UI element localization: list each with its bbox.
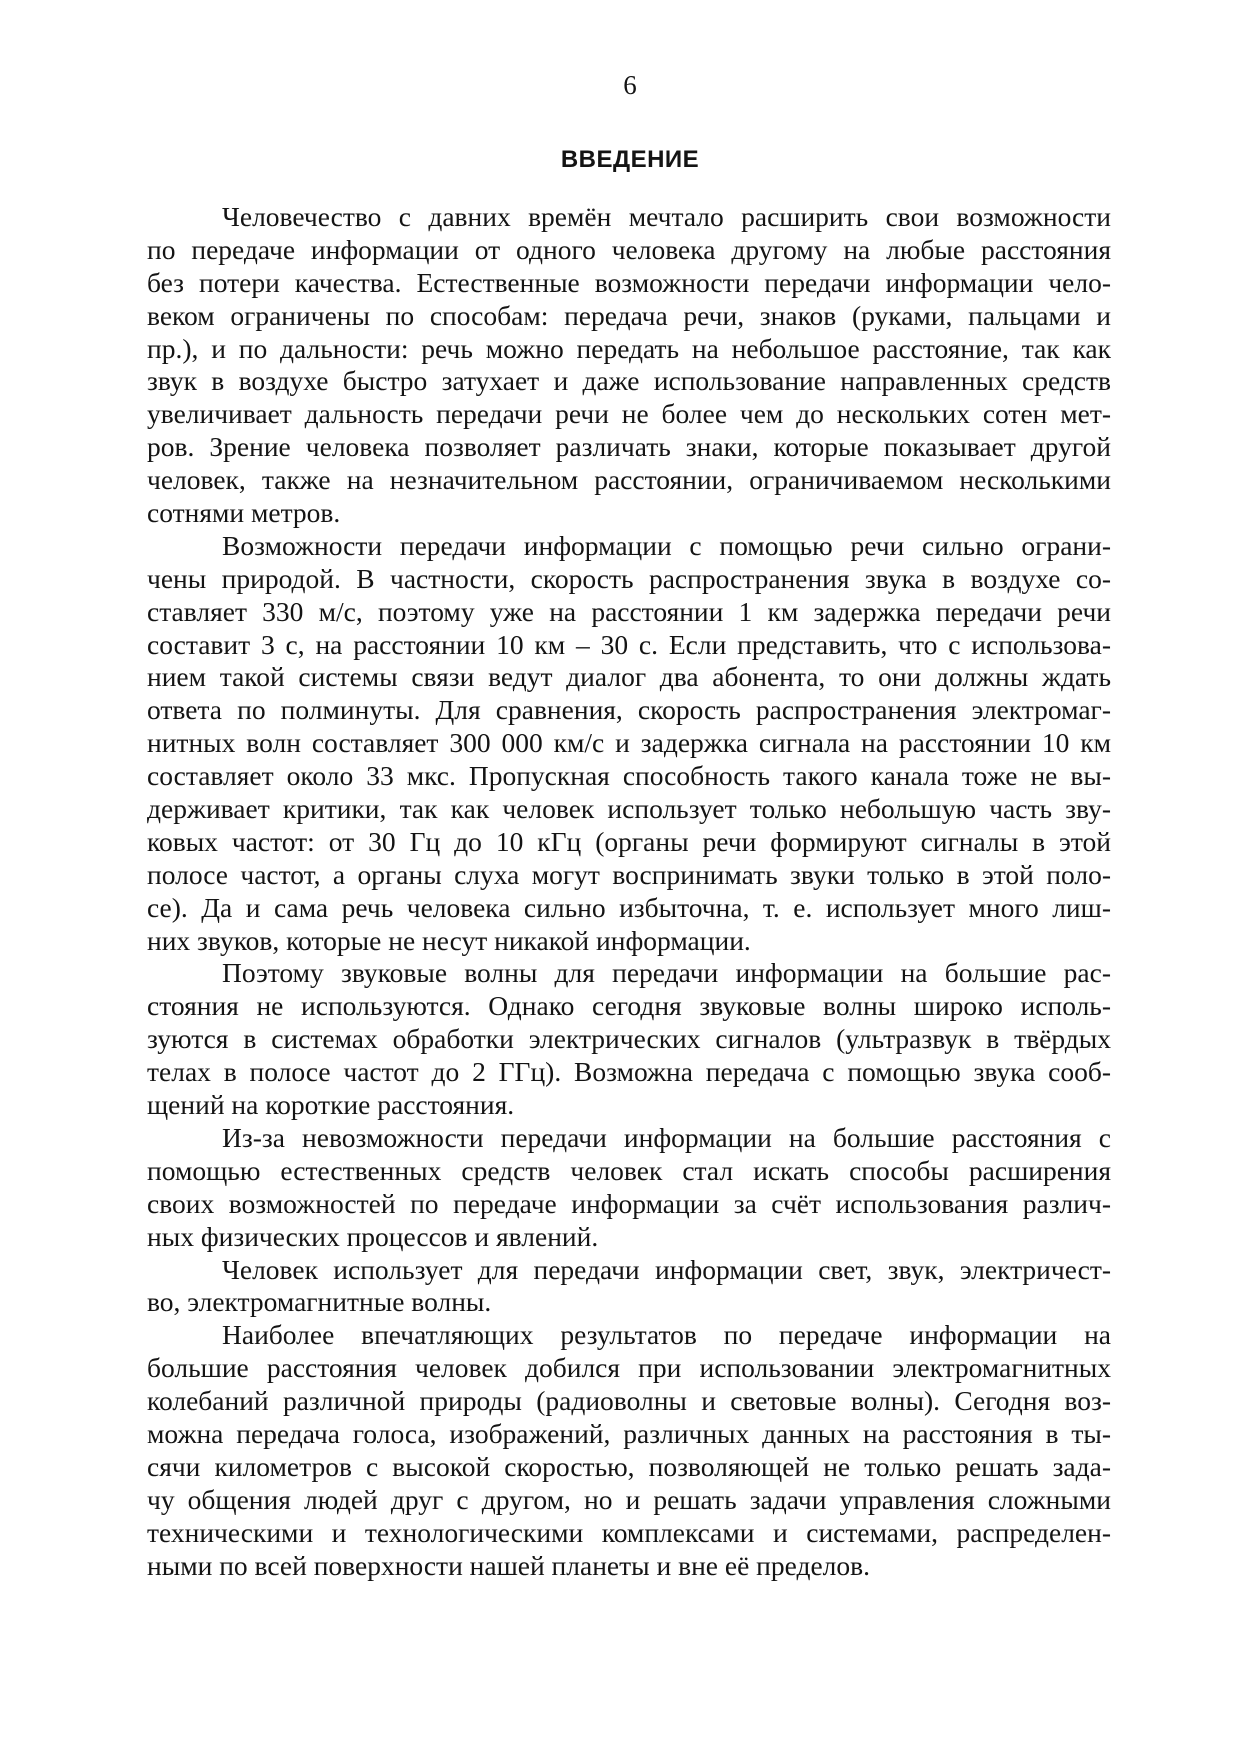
text-line: чены природой. В частности, скорость распространения звука в воздухе со-	[147, 562, 1111, 594]
text-line: Возможности передачи информации с помощью речи сильно ограни-	[222, 529, 1111, 561]
text-line: держивает критики, так как человек использует только небольшую часть зву-	[147, 793, 1111, 825]
text-line: составит 3 с, на расстоянии 10 км – 30 с. Если представить, что с использова-	[147, 628, 1111, 660]
text-line: ответа по полминуты. Для сравнения, скорость распространения электромаг-	[147, 694, 1111, 726]
text-line: можна передача голоса, изображений, различных данных на расстояния в ты-	[147, 1417, 1111, 1449]
text-line: ров. Зрение человека позволяет различать знаки, которые показывает другой	[147, 431, 1111, 463]
paragraph	[147, 1319, 1111, 1582]
text-line: телах в полосе частот до 2 ГГц). Возможна передача с помощью звука сооб-	[147, 1056, 1111, 1088]
text-line: Наиболее впечатляющих результатов по передаче информации на	[222, 1319, 1111, 1351]
paragraph	[147, 201, 1111, 530]
text-line: колебаний различной природы (радиоволны и световые волны). Сегодня воз-	[147, 1385, 1111, 1417]
text-line: помощью естественных средств человек стал искать способы расширения	[147, 1154, 1111, 1186]
text-line: веком ограничены по способам: передача речи, знаков (руками, пальцами и	[147, 299, 1111, 331]
text-line: ными по всей поверхности нашей планеты и вне её пределов.	[147, 1549, 870, 1581]
paragraph	[147, 530, 1111, 958]
text-line: своих возможностей по передаче информации за счёт использования различ-	[147, 1187, 1111, 1219]
text-line: во, электромагнитные волны.	[147, 1286, 492, 1318]
text-line: стояния не используются. Однако сегодня звуковые волны широко исполь-	[147, 990, 1111, 1022]
text-line: сячи километров с высокой скоростью, позволяющей не только решать зада-	[147, 1450, 1111, 1482]
paragraph	[147, 1122, 1111, 1254]
text-line: без потери качества. Естественные возможности передачи информации чело-	[147, 266, 1111, 298]
paragraph	[147, 1254, 1111, 1320]
text-line: зуются в системах обработки электрических сигналов (ультразвук в твёрдых	[147, 1023, 1111, 1055]
text-line: щений на короткие расстояния.	[147, 1089, 515, 1121]
text-line: полосе частот, а органы слуха могут воспринимать звуки только в этой поло-	[147, 858, 1111, 890]
text-line: человек, также на незначительном расстоянии, ограничиваемом несколькими	[147, 464, 1111, 496]
text-line: ковых частот: от 30 Гц до 10 кГц (органы речи формируют сигналы в этой	[147, 825, 1111, 857]
text-line: ставляет 330 м/с, поэтому уже на расстоянии 1 км задержка передачи речи	[147, 595, 1111, 627]
text-line: нитных волн составляет 300 000 км/с и задержка сигнала на расстоянии 10 км	[147, 727, 1111, 759]
text-line: нием такой системы связи ведут диалог два абонента, то они должны ждать	[147, 661, 1111, 693]
text-line: техническими и технологическими комплексами и системами, распределен-	[147, 1516, 1111, 1548]
text-line: составляет около 33 мкс. Пропускная способность такого канала тоже не вы-	[147, 760, 1111, 792]
text-line: чу общения людей друг с другом, но и решать задачи управления сложными	[147, 1483, 1111, 1515]
text-line: увеличивает дальность передачи речи не более чем до нескольких сотен мет-	[147, 398, 1111, 430]
text-line: звук в воздухе быстро затухает и даже использование направленных средств	[147, 365, 1111, 397]
text-line: ных физических процессов и явлений.	[147, 1220, 599, 1252]
text-line: Из-за невозможности передачи информации на большие расстояния с	[222, 1121, 1111, 1153]
paragraph	[147, 957, 1111, 1121]
body-text	[147, 201, 1111, 1582]
text-line: Человек использует для передачи информации свет, звук, электричест-	[222, 1253, 1111, 1285]
text-line: Человечество с давних времён мечтало расширить свои возможности	[222, 201, 1111, 232]
text-line: большие расстояния человек добился при использовании электромагнитных	[147, 1352, 1111, 1384]
text-line: по передаче информации от одного человека другому на любые расстояния	[147, 233, 1111, 265]
text-line: сотнями метров.	[147, 497, 341, 529]
section-heading: ВВЕДЕНИЕ	[560, 146, 700, 173]
page-number: 6	[623, 70, 637, 100]
text-line: се). Да и сама речь человека сильно избыточна, т. е. использует много лиш-	[147, 891, 1111, 923]
text-line: пр.), и по дальности: речь можно передать на небольшое расстояние, так как	[147, 332, 1111, 364]
text-line: них звуков, которые не несут никакой информации.	[147, 924, 751, 956]
text-line: Поэтому звуковые волны для передачи информации на большие рас-	[222, 957, 1111, 989]
